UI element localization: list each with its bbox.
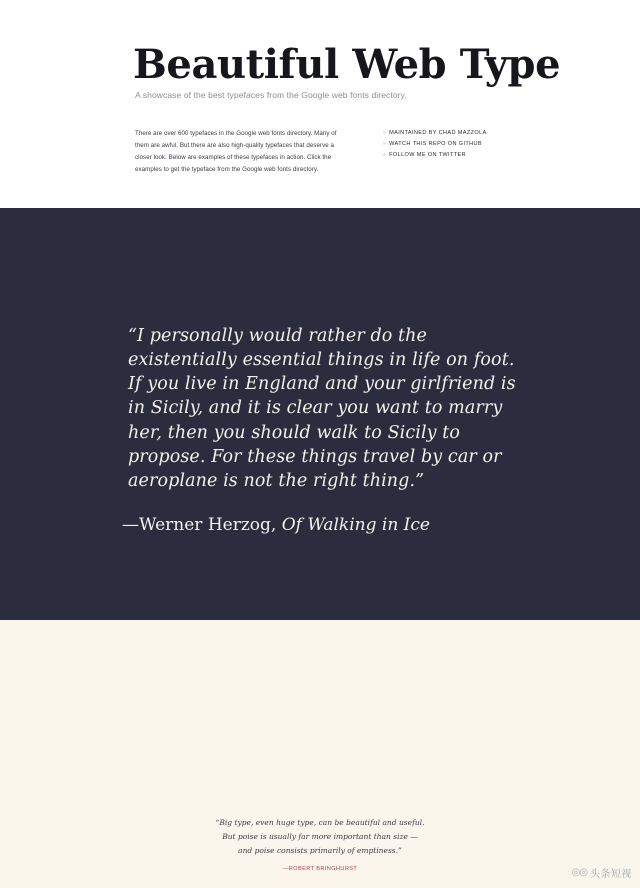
quote-wrapper xyxy=(118,208,522,535)
page-subtitle: A showcase of the best typefaces from the Google web fonts directory. xyxy=(135,90,407,100)
link-maintainer[interactable]: MAINTAINED BY CHAD MAZZOLA xyxy=(389,130,487,136)
bullet-icon: » xyxy=(383,141,387,147)
list-item[interactable] xyxy=(383,141,487,147)
link-github[interactable]: WATCH THIS REPO ON GITHUB xyxy=(389,141,483,147)
link-twitter[interactable]: FOLLOW ME ON TWITTER xyxy=(389,152,466,158)
watermark-label: 头条短视 xyxy=(590,869,632,880)
header-inner xyxy=(127,41,561,176)
list-item[interactable] xyxy=(383,130,487,136)
quote-author: —Werner Herzog, xyxy=(122,514,282,535)
small-quote-block xyxy=(0,816,640,874)
bullet-icon: » xyxy=(383,152,387,158)
small-quote-attribution: —ROBERT BRINGHURST xyxy=(282,865,358,872)
secondary-showcase-section[interactable] xyxy=(0,620,640,888)
quote-showcase-section[interactable] xyxy=(0,208,640,620)
small-quote-line-2: But poise is usually far more important than size — xyxy=(222,831,418,841)
small-quote-line-3: and poise consists primarily of emptiness.” xyxy=(238,845,402,855)
quote-citation xyxy=(122,515,522,535)
quote-work-title: Of Walking in Ice xyxy=(281,514,430,535)
watermark-logo-icon: ◎◎ xyxy=(571,867,587,878)
page-header xyxy=(0,0,640,208)
watermark xyxy=(572,865,632,880)
page-title: Beautiful Web Type xyxy=(133,41,561,88)
bullet-icon: » xyxy=(383,130,387,136)
quote-text: “I personally would rather do the existentially essential things in life on foot. If you live in England and your girlfriend is in Sicily, and it is clear you want to marry her, then you should walk to Sicily to propose. For these things travel by car or aeroplane is not the right thing.” xyxy=(128,326,516,491)
small-quote-line-1: “Big type, even huge type, can be beautiful and useful. xyxy=(215,818,425,828)
header-links xyxy=(383,130,487,176)
list-item[interactable] xyxy=(383,152,487,158)
intro-paragraph: There are over 600 typefaces in the Google web fonts directory. Many of them are awful. But there are also high-quality typefaces that deserve a closer look. Below are examples of these typefaces in action. Click the examples to get the typeface from the Google web fonts directory. xyxy=(135,130,337,174)
header-columns xyxy=(135,128,513,176)
